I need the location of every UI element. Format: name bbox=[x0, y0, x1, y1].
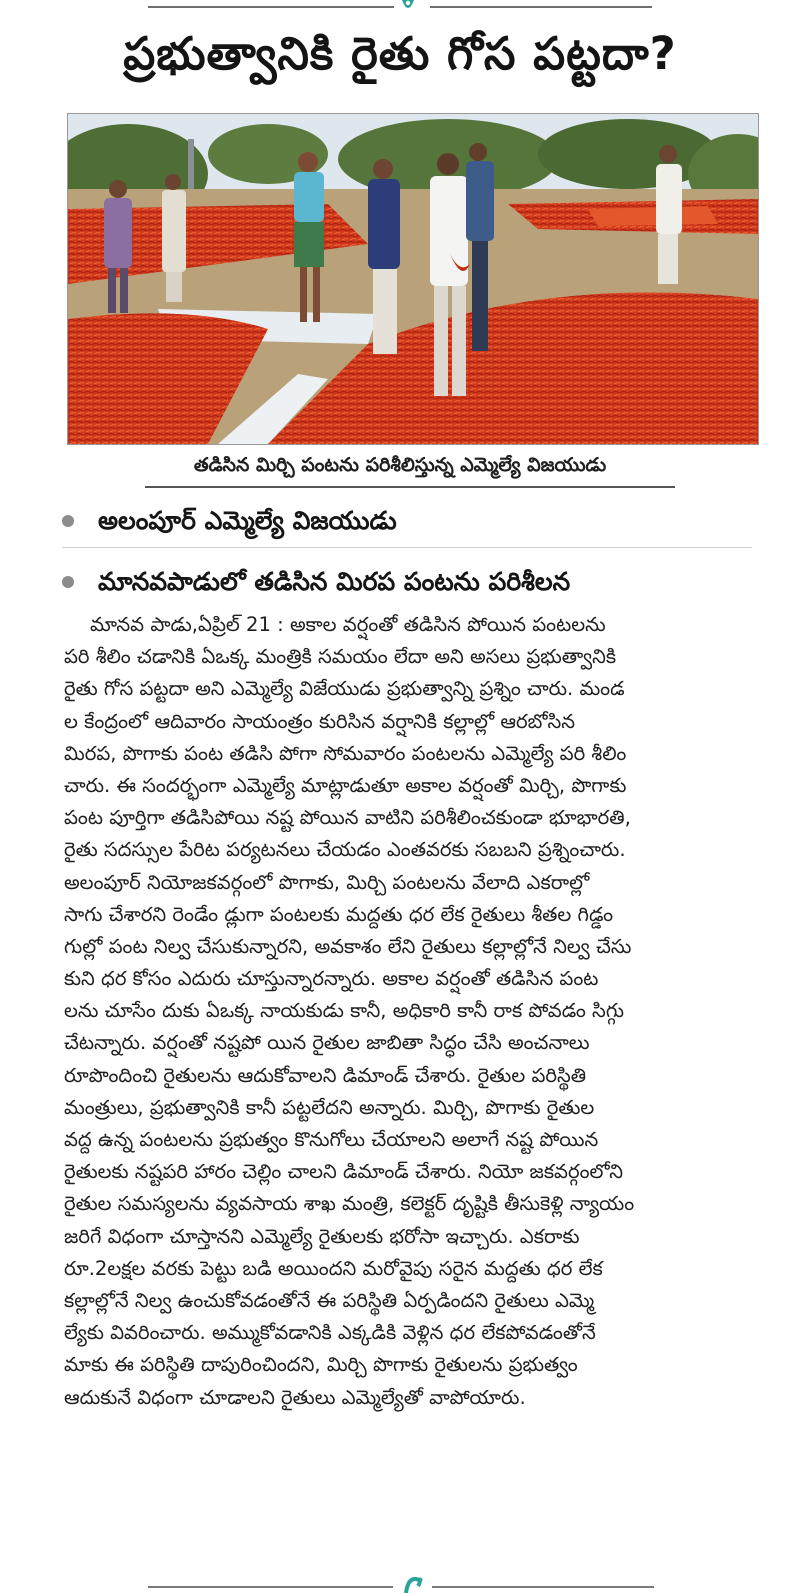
article-body-line: పరి శీలిం చడానికి ఏఒక్క మంత్రికి సమయం లేదా అని అసలు ప్రభుత్వానికి bbox=[64, 645, 617, 669]
newspaper-logo-icon bbox=[398, 0, 418, 16]
article-body-line: రూపొందించి రైతులను ఆదుకోవాలని డిమాండ్ చేశారు. రైతుల పరిస్థితి bbox=[64, 1063, 587, 1087]
article-photo bbox=[67, 113, 759, 445]
article-body-line: మిరప, పొగాకు పంట తడిసి పోగా సోమవారం పంటలను ఎమ్మెల్యే పరి శీలిం bbox=[64, 741, 627, 765]
top-rule-left bbox=[148, 6, 394, 8]
article-body-line: చారు. ఈ సందర్భంగా ఎమ్మెల్యే మాట్లాడుతూ అకాల వర్షంతో మిర్చి, పొగాకు bbox=[64, 773, 627, 797]
article-body-line: ల కేంద్రంలో ఆదివారం సాయంత్రం కురిసిన వర్షానికి కల్లాల్లో ఆరబోసిన bbox=[64, 709, 576, 733]
article-body-line: పంట పూర్తిగా తడిసిపోయి నష్ట పోయిన వాటిని పరిశీలించకుండా భూభారతి, bbox=[64, 806, 631, 830]
article-body-line: గుల్లో పంట నిల్వ చేసుకున్నారని, అవకాశం లేని రైతులు కల్లాల్లోనే నిల్వ చేసు bbox=[64, 934, 632, 958]
article-headline: ప్రభుత్వానికి రైతు గోస పట్టదా? bbox=[123, 27, 677, 80]
farmers-chilli-field-photo bbox=[68, 114, 758, 444]
article-body-line: రైతు గోస పట్టదా అని ఎమ్మెల్యే విజేయుడు ప్రభుత్వాన్ని ప్రశ్నిం చారు. మండ bbox=[64, 677, 625, 701]
article-body-line: జరిగే విధంగా చూస్తానని ఎమ్మెల్యే రైతులకు భరోసా ఇచ్చారు. ఎకరాకు bbox=[64, 1224, 580, 1248]
article-body-line: అలంపూర్ నియోజకవర్గంలో పొగాకు, మిర్చి పంటలను వేలాది ఎకరాల్లో bbox=[64, 870, 590, 894]
bottom-rule-left bbox=[148, 1586, 393, 1588]
article-body bbox=[64, 609, 758, 1414]
article-body-line: కుని ధర కోసం ఎదురు చూస్తున్నారన్నారు. అకాల వర్షంతో తడిసిన పంట bbox=[64, 967, 599, 991]
article-body-line: ఆదుకునే విధంగా చూడాలని రైతులు ఎమ్మెల్యేతో వాపోయారు. bbox=[64, 1385, 526, 1409]
bullet-icon bbox=[62, 515, 74, 527]
article-body-line: మానవ పాడు,ఏప్రిల్ 21 : అకాల వర్షంతో తడిసిన పోయిన పంటలను bbox=[90, 613, 606, 636]
highlight-2-text: మానవపాడులో తడిసిన మిరప పంటను పరిశీలన bbox=[98, 567, 571, 596]
bullet-icon bbox=[62, 576, 74, 588]
newspaper-logo-icon bbox=[400, 1576, 426, 1593]
article-body-line: చేటన్నారు. వర్షంతో నష్టపో యిన రైతుల జాబితా సిద్ధం చేసి అంచనాలు bbox=[64, 1031, 590, 1055]
article-body-line: మంత్రులు, ప్రభుత్వానికి కానీ పట్టలేదని అన్నారు. మిర్చి, పొగాకు రైతుల bbox=[64, 1095, 595, 1119]
photo-caption: తడిసిన మిర్చి పంటను పరిశీలిస్తున్న ఎమ్మెల్యే విజయుడు bbox=[193, 454, 607, 476]
article-body-line: రైతు సదస్సుల పేరిట పర్యటనలు చేయడం ఎంతవరకు సబబని ప్రశ్నించారు. bbox=[64, 838, 626, 862]
article-body-line: కల్లాల్లోనే నిల్వ ఉంచుకోవడంతోనే ఈ పరిస్థితి ఏర్పడిందని రైతులు ఎమ్మె bbox=[64, 1288, 595, 1312]
highlight-1-text: అలంపూర్ ఎమ్మెల్యే విజయుడు bbox=[98, 506, 397, 535]
article-body-line: లను చూసేం దుకు ఏఒక్క నాయకుడు కానీ, అధికారి కానీ రాక పోవడం సిగ్గు bbox=[64, 999, 625, 1023]
highlight-1 bbox=[62, 501, 752, 541]
top-rule-right bbox=[430, 6, 652, 8]
article-body-line: రైతులకు నష్టపరి హారం చెల్లిం చాలని డిమాండ్ చేశారు. నియో జకవర్గంలోని bbox=[64, 1160, 623, 1184]
article-body-line: మాకు ఈ పరిస్థితి దాపురించిందని, మిర్చి పొగాకు రైతులను ప్రభుత్వం bbox=[64, 1353, 578, 1377]
article-body-line: సాగు చేశారని రెండేం డ్లుగా పంటలకు మద్దతు ధర లేక రైతులు శీతల గిడ్డం bbox=[64, 902, 614, 926]
highlight-2 bbox=[62, 562, 752, 602]
article-body-line: రూ.2లక్షల వరకు పెట్టు బడి అయిందని మరోవైపు సరైన మద్దతు ధర లేక bbox=[64, 1256, 603, 1280]
article-body-line: వద్ద ఉన్న పంటలను ప్రభుత్వం కొనుగోలు చేయాలని అలాగే నష్ట పోయిన bbox=[64, 1128, 599, 1151]
highlight-divider bbox=[62, 547, 752, 548]
bottom-rule-right bbox=[432, 1586, 654, 1588]
article-body-line: రైతుల సమస్యలను వ్యవసాయ శాఖ మంత్రి, కలెక్టర్ దృష్టికి తీసుకెళ్లి న్యాయం bbox=[64, 1192, 635, 1216]
article-body-line: ల్యేకు వివరించారు. అమ్ముకోవడానికి ఎక్కడికి వెళ్లిన ధర లేకపోవడంతోనే bbox=[64, 1321, 596, 1345]
caption-underline bbox=[145, 486, 675, 488]
